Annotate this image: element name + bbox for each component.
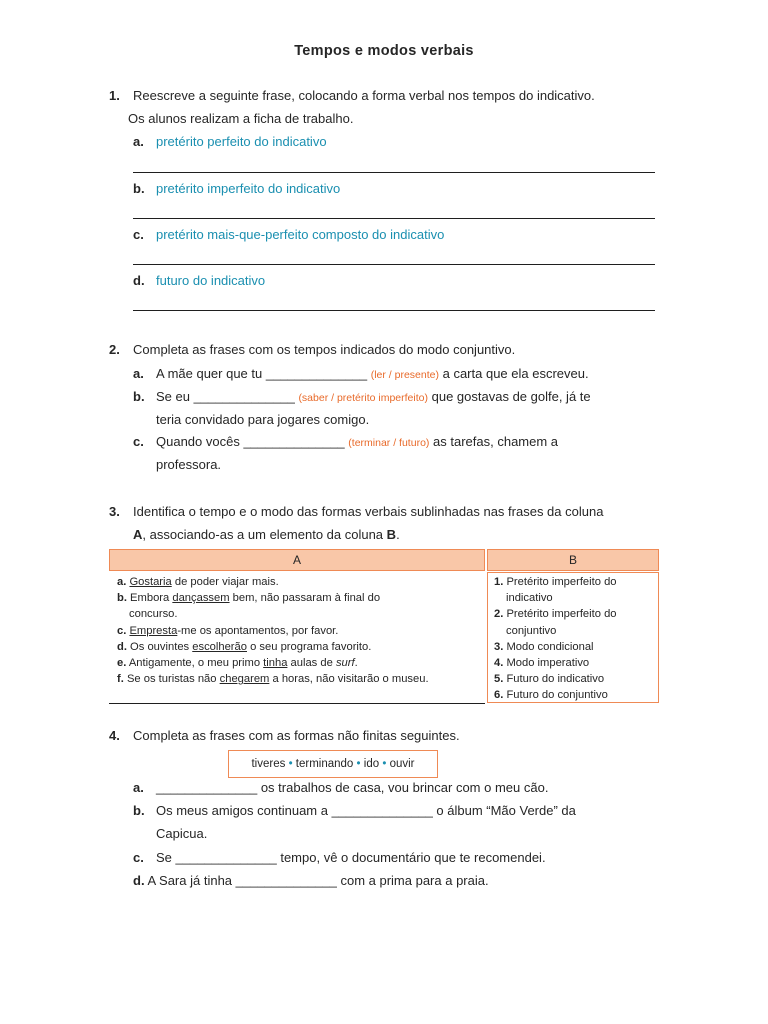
column-a-cell: [109, 572, 485, 704]
q2c-hint: (terminar / futuro): [348, 437, 430, 449]
q1b-label: pretérito imperfeito do indicativo: [156, 181, 341, 196]
q2a-hint: (ler / presente): [370, 369, 439, 381]
q1a-label: pretérito perfeito do indicativo: [156, 134, 327, 149]
q2-instruction: Completa as frases com os tempos indicados do modo conjuntivo.: [133, 342, 516, 357]
col-b-item-5: 5. Futuro do indicativo: [494, 673, 605, 686]
q4a-sentence: ______________ os trabalhos de casa, vou brincar com o meu cão.: [156, 780, 549, 795]
q4b-sentence: Os meus amigos continuam a ______________ o álbum “Mão Verde” da: [156, 803, 576, 818]
q2a-letter: a.: [133, 366, 144, 381]
separator-dot-icon: •: [382, 758, 387, 770]
q1b-letter: b.: [133, 181, 145, 196]
q4b-continuation: Capicua.: [156, 826, 208, 841]
col-a-item-a: a. Gostaria de poder viajar mais.: [117, 576, 279, 588]
q1-sentence: Os alunos realizam a ficha de trabalho.: [128, 111, 354, 126]
col-a-item-c: c. Empresta-me os apontamentos, por favor.: [117, 624, 339, 637]
column-a-header: A: [109, 549, 485, 571]
q1a-answer-line[interactable]: [133, 172, 655, 173]
q4a-letter: a.: [133, 780, 144, 795]
q4d-sentence: d. A Sara já tinha ______________ com a prima para a praia.: [133, 873, 489, 888]
q2c-sentence: Quando vocês ______________ (terminar / futuro) as tarefas, chamem a: [156, 434, 559, 449]
q1d-label: futuro do indicativo: [156, 273, 266, 288]
q3-number: 3.: [109, 504, 120, 519]
word-bank-word: tiveres: [251, 758, 286, 770]
q4-number: 4.: [109, 728, 120, 743]
page-title: Tempos e modos verbais: [294, 43, 474, 59]
col-b-item-1-cont: indicativo: [506, 592, 553, 605]
col-a-item-b-cont: concurso.: [129, 608, 178, 621]
col-a-item-f: f. Se os turistas não chegarem a horas, não visitarão o museu.: [117, 673, 429, 686]
word-bank: [228, 750, 438, 778]
q3-instruction-cont: A, associando-as a um elemento da coluna B.: [133, 527, 400, 542]
q1b-answer-line[interactable]: [133, 218, 655, 219]
q2c-letter: c.: [133, 434, 144, 449]
q1-number: 1.: [109, 88, 120, 103]
column-b-header: B: [487, 549, 659, 571]
separator-dot-icon: •: [356, 758, 361, 770]
col-b-item-1: 1. Pretérito imperfeito do: [494, 576, 617, 588]
q2c-continuation: professora.: [156, 457, 222, 472]
q4b-letter: b.: [133, 803, 145, 818]
q4c-letter: c.: [133, 850, 144, 865]
col-b-item-6: 6. Futuro do conjuntivo: [494, 689, 608, 702]
q2b-letter: b.: [133, 389, 145, 404]
q2b-hint: (saber / pretérito imperfeito): [298, 392, 428, 404]
q2b-sentence: Se eu ______________ (saber / pretérito imperfeito) que gostavas de golfe, já te: [156, 389, 591, 404]
q1c-answer-line[interactable]: [133, 264, 655, 265]
q1d-letter: d.: [133, 273, 145, 288]
col-a-item-b: b. Embora dançassem bem, não passaram à final do: [117, 592, 381, 605]
q2a-sentence: A mãe quer que tu ______________ (ler / presente) a carta que ela escreveu.: [156, 366, 589, 381]
q1-instruction: Reescreve a seguinte frase, colocando a forma verbal nos tempos do indicativo.: [133, 88, 595, 103]
q1c-label: pretérito mais-que-perfeito composto do indicativo: [156, 227, 445, 242]
q4-instruction: Completa as frases com as formas não finitas seguintes.: [133, 728, 460, 743]
column-b-cell: [487, 572, 659, 703]
col-b-item-4: 4. Modo imperativo: [494, 657, 590, 670]
q1a-letter: a.: [133, 134, 144, 149]
q2b-continuation: teria convidado para jogares comigo.: [156, 412, 370, 427]
col-a-item-e: e. Antigamente, o meu primo tinha aulas de surf.: [117, 657, 358, 670]
col-a-item-d: d. Os ouvintes escolherão o seu programa favorito.: [117, 640, 372, 653]
separator-dot-icon: •: [288, 758, 293, 770]
col-b-item-2-cont: conjuntivo: [506, 624, 557, 637]
word-bank-word: ouvir: [389, 758, 415, 770]
q1d-answer-line[interactable]: [133, 310, 655, 311]
q1c-letter: c.: [133, 227, 144, 242]
q2-number: 2.: [109, 342, 120, 357]
col-b-item-3: 3. Modo condicional: [494, 640, 594, 653]
q3-instruction: Identifica o tempo e o modo das formas verbais sublinhadas nas frases da coluna: [133, 504, 604, 519]
col-b-item-2: 2. Pretérito imperfeito do: [494, 608, 617, 621]
q4c-sentence: Se ______________ tempo, vê o documentário que te recomendei.: [156, 850, 546, 865]
word-bank-word: ido: [363, 758, 380, 770]
word-bank-word: terminando: [295, 758, 354, 770]
